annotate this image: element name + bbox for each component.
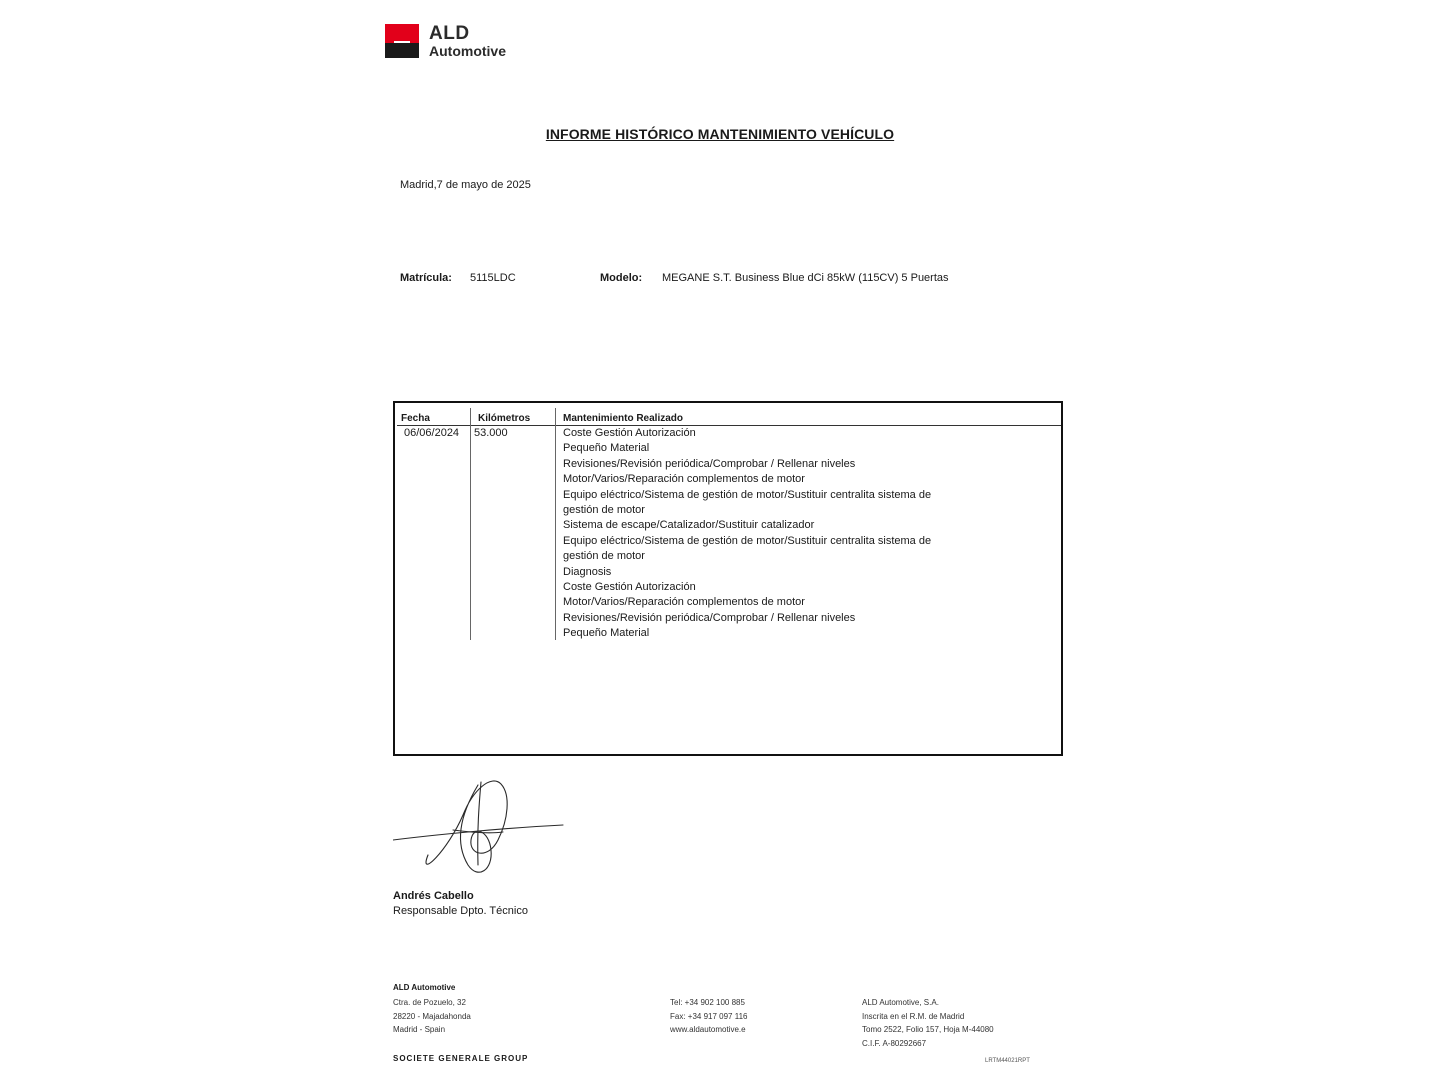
document-date: Madrid,7 de mayo de 2025 [400, 179, 531, 191]
maintenance-item: Revisiones/Revisión periódica/Comprobar / Rellenar niveles [563, 457, 856, 470]
footer-address-line: Ctra. de Pozuelo, 32 [393, 998, 466, 1007]
model-label: Modelo: [600, 272, 643, 284]
footer-address-line: 28220 - Majadahonda [393, 1011, 471, 1021]
model-value: MEGANE S.T. Business Blue dCi 85kW (115CV) 5 Puertas [662, 272, 949, 284]
footer-legal-line: Inscrita en el R.M. de Madrid [862, 1011, 965, 1021]
footer-legal-line: C.I.F. A-80292667 [862, 1038, 927, 1048]
signer-name: Andrés Cabello [393, 890, 474, 902]
maintenance-item: Pequeño Material [563, 442, 650, 455]
maintenance-item: Revisiones/Revisión periódica/Comprobar / Rellenar niveles [563, 611, 856, 624]
footer-website: www.aldautomotive.e [670, 1025, 746, 1035]
column-divider-2 [555, 408, 556, 640]
signer-role: Responsable Dpto. Técnico [393, 905, 528, 917]
ald-logo-mark [385, 24, 419, 58]
maintenance-item: Diagnosis [563, 565, 612, 578]
footer-legal [862, 996, 994, 1050]
row-date: 06/06/2024 [404, 427, 460, 439]
maintenance-item: Sistema de escape/Catalizador/Sustituir catalizador [563, 519, 815, 532]
footer-fax: Fax: +34 917 097 116 [670, 1011, 748, 1021]
plate-label: Matrícula: [400, 272, 452, 284]
document-title: INFORME HISTÓRICO MANTENIMIENTO VEHÍCULO [545, 126, 895, 142]
logo-text-automotive: Automotive [429, 43, 506, 59]
maintenance-item: Equipo eléctrico/Sistema de gestión de motor/Sustituir centralita sistema de [563, 488, 932, 501]
footer-phone: Tel: +34 902 100 885 [670, 998, 745, 1007]
footer-address-line: Madrid - Spain [393, 1025, 446, 1035]
handwritten-signature [393, 770, 573, 885]
footer-company: ALD Automotive [393, 983, 456, 992]
footer-contact [670, 996, 747, 1037]
row-km: 53.000 [474, 427, 508, 439]
group-name: SOCIETE GENERALE GROUP [393, 1054, 529, 1063]
ald-logo [385, 24, 506, 58]
document-reference: LRTM44021RPT [985, 1058, 1030, 1064]
column-divider-1 [470, 408, 471, 640]
plate-value: 5115LDC [470, 272, 516, 284]
footer-address [393, 996, 471, 1037]
footer-legal-line: Tomo 2522, Folio 157, Hoja M-44080 [862, 1025, 994, 1035]
maintenance-item: gestión de motor [563, 550, 645, 563]
maintenance-item: gestión de motor [563, 504, 645, 517]
footer-legal-line: ALD Automotive, S.A. [862, 998, 939, 1007]
maintenance-item: Pequeño Material [563, 627, 650, 640]
maintenance-table [393, 401, 1063, 756]
maintenance-item: Motor/Varios/Reparación complementos de motor [563, 473, 805, 486]
maintenance-item: Equipo eléctrico/Sistema de gestión de motor/Sustituir centralita sistema de [563, 534, 932, 547]
column-header-maintenance: Mantenimiento Realizado [563, 413, 684, 424]
logo-text-ald: ALD [429, 23, 470, 44]
maintenance-item: Motor/Varios/Reparación complementos de motor [563, 596, 805, 609]
maintenance-items [563, 426, 963, 642]
column-header-date: Fecha [401, 413, 430, 424]
maintenance-item: Coste Gestión Autorización [563, 581, 696, 594]
maintenance-item: Coste Gestión Autorización [563, 427, 696, 439]
column-header-km: Kilómetros [478, 413, 531, 424]
